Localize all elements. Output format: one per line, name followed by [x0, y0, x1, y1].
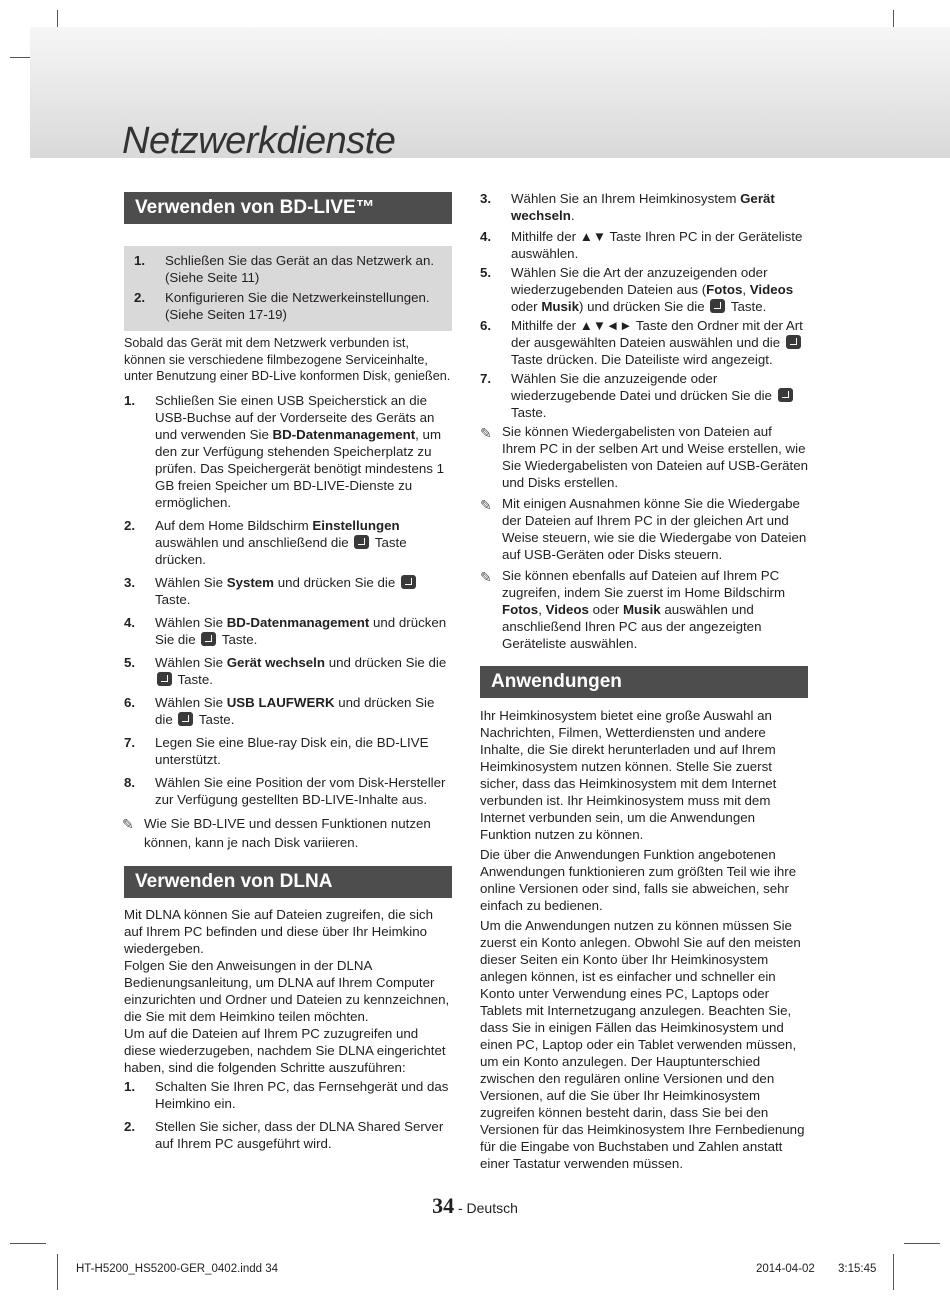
crop-mark — [10, 1243, 46, 1244]
step-number: 8. — [124, 774, 136, 790]
crop-mark — [57, 1254, 58, 1290]
step-number: 4. — [124, 614, 136, 630]
enter-key-icon — [157, 672, 172, 686]
step-number: 6. — [480, 318, 492, 333]
left-column — [124, 192, 452, 1158]
step-number: 1. — [124, 392, 136, 408]
step-item: 8. Wählen Sie eine Position der vom Disk-Hersteller zur Verfügung gestellten BD-LIVE-Inhalte aus. — [124, 774, 446, 807]
step-number: 2. — [124, 1118, 136, 1134]
slug-date: 2014-04-02 — [756, 1263, 815, 1275]
step-number: 7. — [124, 734, 136, 750]
step-number: 5. — [480, 265, 492, 280]
bdlive-intro: Sobald das Gerät mit dem Netzwerk verbunden ist, können sie verschiedene filmbezogene Serviceinhalte, unter Benutzung einer BD-Live konformen Disk, genießen. — [124, 336, 451, 383]
step-text: Schließen Sie das Gerät an das Netzwerk an. (Siehe Seite 11) — [165, 253, 435, 285]
dlna-paragraph: Um auf die Dateien auf Ihrem PC zuzugreifen und diese wiederzugeben, nachdem Sie DLNA eingerichtet haben, sind die folgenden Schritte auszuführen: — [124, 1025, 446, 1075]
pencil-note-icon: ✎ — [122, 815, 134, 832]
enter-key-icon — [178, 712, 193, 726]
apps-paragraph: Ihr Heimkinosystem bietet eine große Auswahl an Nachrichten, Filmen, Wetterdiensten und andere Inhalte, die Sie direkt herunterladen und auf Ihrem Heimkinosystem nutzen können. Stelle Sie zuerst sicher, dass das Heimkinosystem mit dem Internet verbunden ist. Ihr Heimkinosystem muss mit dem Internet verbunden sein, um die Anwendungen Funktion nutzen zu können. — [480, 708, 777, 842]
section-heading-bdlive: Verwenden von BD-LIVE™ — [124, 192, 452, 224]
section-heading-dlna: Verwenden von DLNA — [124, 866, 452, 898]
note: ✎ Sie können Wiedergabelisten von Dateien auf Ihrem PC in der selben Art und Weise erstellen, wie Sie Wiedergabelisten von Dateien auf USB-Geräten und Disks erstellen. — [480, 424, 808, 490]
crop-mark — [904, 1243, 940, 1244]
note: ✎ Wie Sie BD-LIVE und dessen Funktionen nutzen können, kann je nach Disk variieren. — [122, 815, 431, 850]
enter-key-icon — [201, 632, 216, 646]
step-item: 2. Auf dem Home Bildschirm Einstellungen auswählen und anschließend die Taste drücken. — [124, 517, 407, 567]
enter-key-icon — [778, 388, 793, 402]
crop-mark — [893, 1254, 894, 1290]
prereq-item — [134, 252, 446, 286]
step-number: 5. — [124, 654, 136, 670]
note: ✎ Mit einigen Ausnahmen könne Sie die Wiedergabe der Dateien auf Ihrem PC in der gleichen Art und Weise steuern, wie sie die Wiedergabe von Dateien auf USB-Geräten oder Disks steuern. — [480, 496, 807, 562]
dlna-paragraph: Mit DLNA können Sie auf Dateien zugreifen, die sich auf Ihrem PC befinden und diese über Ihr Heimkino wiedergeben. — [124, 906, 433, 956]
enter-key-icon — [710, 299, 725, 313]
pencil-note-icon: ✎ — [480, 425, 492, 441]
step-number: 4. — [480, 229, 492, 244]
step-item: 1. Schließen Sie einen USB Speicherstick an die USB-Buchse auf der Vorderseite des Geräts an und verwenden Sie BD-Datenmanagement, um den zur Verfügung stehenden Speicherplatz zu prüfen. Das Speichergerät benötigt mindestens 1 GB freien Speicher um BD-LIVE-Dienste zu ermöglichen. — [124, 392, 445, 510]
step-item: 2. Stellen Sie sicher, dass der DLNA Shared Server auf Ihrem PC ausgeführt wird. — [124, 1118, 444, 1151]
pencil-note-icon: ✎ — [480, 569, 492, 585]
slug-filename: HT-H5200_HS5200-GER_0402.indd 34 — [76, 1263, 279, 1275]
slug-time: 3:15:45 — [838, 1263, 877, 1275]
step-number: 6. — [124, 694, 136, 710]
section-heading-apps: Anwendungen — [480, 666, 808, 698]
prereq-item — [134, 289, 446, 323]
step-item: 6. Wählen Sie USB LAUFWERK und drücken Sie die Taste. — [124, 694, 435, 727]
enter-key-icon — [786, 335, 801, 349]
right-column — [480, 190, 808, 1172]
step-text: Konfigurieren Sie die Netzwerkeinstellungen. (Siehe Seiten 17-19) — [165, 290, 430, 322]
step-number: 1. — [134, 253, 146, 268]
note: ✎ Sie können ebenfalls auf Dateien auf Ihrem PC zugreifen, indem Sie zuerst im Home Bildschirm Fotos, Videos oder Musik auswählen und anschließend Ihren PC aus der angezeigten Geräteliste auswählen. — [480, 568, 786, 651]
page-language: - Deutsch — [454, 1200, 518, 1216]
pencil-note-icon: ✎ — [480, 497, 492, 513]
enter-key-icon — [354, 535, 369, 549]
apps-paragraph: Um die Anwendungen nutzen zu können müssen Sie zuerst ein Konto anlegen. Obwohl Sie auf den meisten dieser Seiten ein Konto über Ihr Heimkinosystem anlegen können, ist es einfacher und schneller ein Konto unter Verwendung eines PC, Laptops oder Tablets mit Internetzugang anzulegen. Beachten Sie, dass Sie in einigen Fällen das Heimkinosystem und einen PC, Laptop oder ein Tablet verwenden müssen, um ein Konto anzulegen. Der Hauptunterschied zwischen den regulären online Versionen und den Versionen, auf die Sie über Ihr Heimkinosystem zugreifen können besteht darin, dass Sie bei den Versionen für das Heimkinosystem Ihre Fernbedienung für die Eingabe von Buchstaben und Zahlen anstatt einer Tastatur verwenden müssen. — [480, 918, 805, 1171]
step-item: 3. Wählen Sie System und drücken Sie die Taste. — [124, 574, 452, 608]
step-item: 5. Wählen Sie Gerät wechseln und drücken Sie die Taste. — [124, 654, 447, 687]
step-number: 7. — [480, 371, 492, 386]
step-item: 6. Mithilfe der ▲▼◄► Taste den Ordner mit der Art der ausgewählten Dateien auswählen und die Taste drücken. Die Dateiliste wird angezeigt. — [480, 318, 803, 367]
step-item: 4. Wählen Sie BD-Datenmanagement und drücken Sie die Taste. — [124, 614, 447, 647]
step-item: 4. Mithilfe der ▲▼ Taste Ihren PC in der Geräteliste auswählen. — [480, 229, 803, 261]
apps-paragraph: Die über die Anwendungen Funktion angebotenen Anwendungen funktionieren zum größten Teil wie ihre online Versionen oder sind, falls sie abweichen, sehr einfach zu bedienen. — [480, 847, 797, 913]
step-item: 3. Wählen Sie an Ihrem Heimkinosystem Gerät wechseln. — [480, 191, 775, 223]
page-number: 34 — [432, 1193, 455, 1218]
step-item: 7. Legen Sie eine Blue-ray Disk ein, die BD-LIVE unterstützt. — [124, 734, 429, 767]
step-number: 2. — [124, 517, 136, 533]
dlna-paragraph: Folgen Sie den Anweisungen in der DLNA Bedienungsanleitung, um DLNA auf Ihrem Computer einzurichten und Ordner und Dateien zu kennzeichnen, die Sie mit dem Heimkino teilen möchten. — [124, 957, 450, 1024]
step-number: 2. — [134, 290, 146, 305]
page-title: Netzwerkdienste — [122, 120, 396, 162]
step-item: 7. Wählen Sie die anzuzeigende oder wiederzugebende Datei und drücken Sie die Taste. — [480, 370, 808, 421]
enter-key-icon — [401, 575, 416, 589]
step-item: 1. Schalten Sie Ihren PC, das Fernsehgerät und das Heimkino ein. — [124, 1078, 449, 1111]
page-footer — [0, 1193, 950, 1219]
step-number: 1. — [124, 1078, 136, 1094]
prerequisites-box — [124, 246, 452, 331]
step-item: 5. Wählen Sie die Art der anzuzeigenden oder wiederzugebenden Dateien aus (Fotos, Videos oder Musik) und drücken Sie die Taste. — [480, 265, 794, 314]
step-number: 3. — [480, 191, 492, 206]
step-number: 3. — [124, 574, 136, 590]
